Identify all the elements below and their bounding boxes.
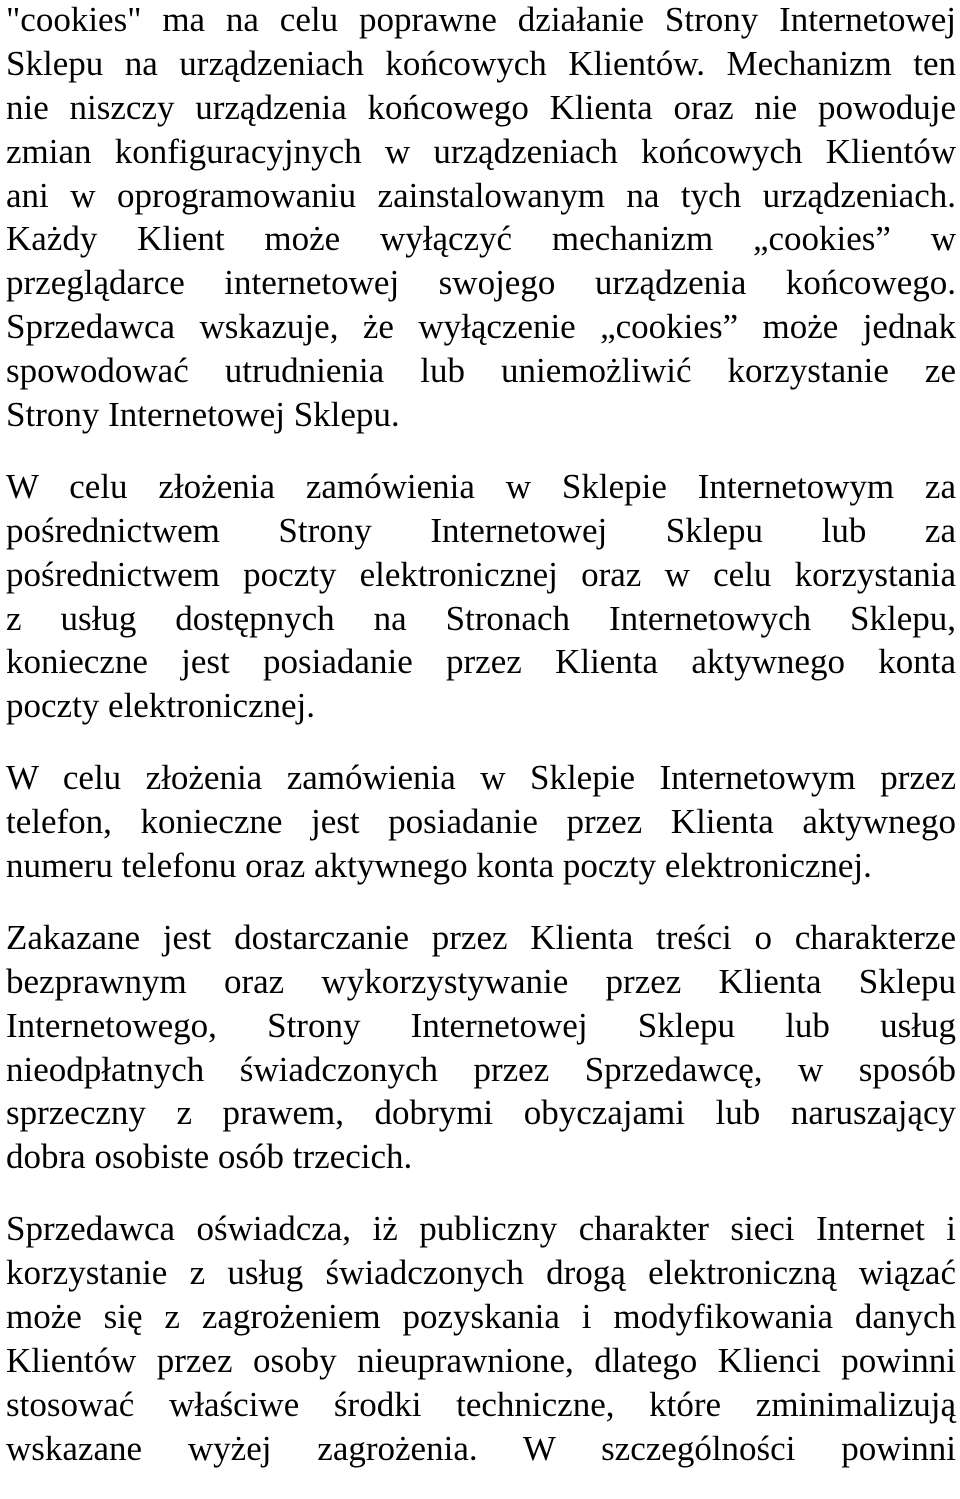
- text-line: stosować właściwe środki techniczne, które zminimalizują: [6, 1384, 956, 1424]
- text-line: nie niszczy urządzenia końcowego Klienta oraz nie powoduje: [6, 87, 956, 127]
- text-line: spowodować utrudnienia lub uniemożliwić korzystanie ze: [6, 351, 956, 391]
- paragraph-security-notice: [6, 1207, 956, 1470]
- text-line: Strony Internetowej Sklepu.: [6, 395, 400, 435]
- text-line: W celu złożenia zamówienia w Sklepie Internetowym przez: [6, 758, 956, 798]
- text-line: pośrednictwem Strony Internetowej Sklepu lub za: [6, 510, 956, 550]
- text-line: Klientów przez osoby nieuprawnione, dlatego Klienci powinni: [6, 1340, 956, 1380]
- text-line: dobra osobiste osób trzecich.: [6, 1137, 413, 1177]
- text-line: Sprzedawca oświadcza, iż publiczny charakter sieci Internet i: [6, 1209, 956, 1249]
- text-line: Zakazane jest dostarczanie przez Klienta treści o charakterze: [6, 917, 956, 957]
- text-line: bezprawnym oraz wykorzystywanie przez Klienta Sklepu: [6, 961, 956, 1001]
- text-line: ani w oprogramowaniu zainstalowanym na tych urządzeniach.: [6, 175, 956, 215]
- document-page: [6, 0, 956, 1499]
- text-line: wskazane wyżej zagrożenia. W szczególności powinni: [6, 1428, 956, 1468]
- text-line: może się z zagrożeniem pozyskania i modyfikowania danych: [6, 1297, 956, 1337]
- text-line: Internetowego, Strony Internetowej Sklepu lub usług: [6, 1005, 956, 1045]
- text-line: poczty elektronicznej.: [6, 686, 316, 726]
- text-line: sprzeczny z prawem, dobrymi obyczajami lub naruszający: [6, 1093, 956, 1133]
- text-line: Sprzedawca wskazuje, że wyłączenie „cookies” może jednak: [6, 307, 956, 347]
- paragraph-cookies: [6, 0, 956, 437]
- text-line: zmian konfiguracyjnych w urządzeniach końcowych Klientów: [6, 131, 956, 171]
- text-line: konieczne jest posiadanie przez Klienta aktywnego konta: [6, 642, 956, 682]
- text-line: przeglądarce internetowej swojego urządzenia końcowego.: [6, 263, 956, 303]
- text-line: W celu złożenia zamówienia w Sklepie Internetowym za: [6, 466, 956, 506]
- text-line: telefon, konieczne jest posiadanie przez Klienta aktywnego: [6, 802, 956, 842]
- text-line: nieodpłatnych świadczonych przez Sprzedawcę, w sposób: [6, 1049, 956, 1089]
- paragraph-prohibited-content: [6, 916, 956, 1179]
- text-line: Sklepu na urządzeniach końcowych Klientów. Mechanizm ten: [6, 43, 956, 83]
- paragraph-phone-requirement: [6, 756, 956, 888]
- text-line: Każdy Klient może wyłączyć mechanizm „cookies” w: [6, 219, 956, 259]
- text-line: korzystanie z usług świadczonych drogą elektroniczną wiązać: [6, 1253, 956, 1293]
- text-line: pośrednictwem poczty elektronicznej oraz w celu korzystania: [6, 554, 956, 594]
- text-line: "cookies" ma na celu poprawne działanie Strony Internetowej: [6, 0, 956, 39]
- paragraph-email-requirement: [6, 465, 956, 728]
- text-line: z usług dostępnych na Stronach Internetowych Sklepu,: [6, 598, 956, 638]
- text-line: numeru telefonu oraz aktywnego konta poczty elektronicznej.: [6, 846, 872, 886]
